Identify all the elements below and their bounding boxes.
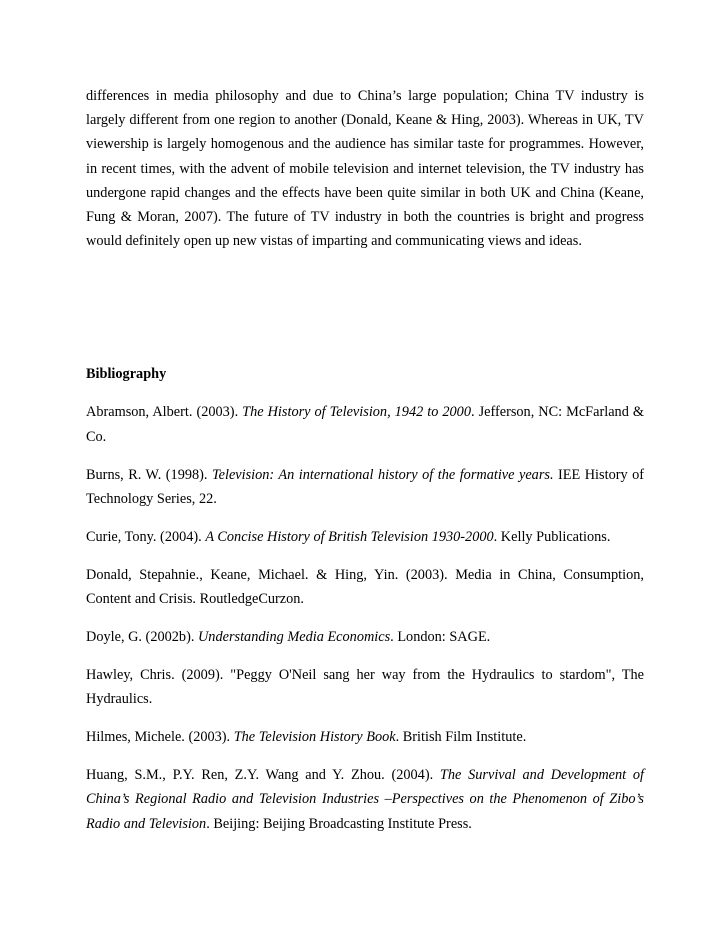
body-paragraph: differences in media philosophy and due to China’s large population; China TV industry is largely different from one region to another (Donald, Keane & Hing, 2003). Whereas in UK, TV viewership is largely homogenous and the audience has similar taste for programmes. However, in recent times, with the advent of mobile television and internet television, the TV industry has undergone rapid changes and the effects have been quite similar in both UK and China (Keane, Fung & Moran, 2007). The future of TV industry in both the countries is bright and progress would definitely open up new vistas of imparting and communicating views and ideas. <box>86 88 644 250</box>
section-gap <box>86 253 644 362</box>
bibliography-entry: Donald, Stepahnie., Keane, Michael. & Hing, Yin. (2003). Media in China, Consumption, Content and Crisis. RoutledgeCurzon. <box>86 566 644 608</box>
document-page <box>86 84 644 836</box>
bibliography-entry: Doyle, G. (2002b). Understanding Media Economics. London: SAGE. <box>86 629 491 646</box>
bibliography-entry: Abramson, Albert. (2003). The History of Television, 1942 to 2000. Jefferson, NC: McFarland & Co. <box>86 404 644 445</box>
bibliography-entry: Burns, R. W. (1998). Television: An international history of the formative years. IEE History of Technology Series, 22. <box>86 466 645 507</box>
bibliography-entry: Hawley, Chris. (2009). "Peggy O'Neil sang her way from the Hydraulics to stardom", The Hydraulics. <box>86 667 644 708</box>
bibliography-entry: Hilmes, Michele. (2003). The Television History Book. British Film Institute. <box>86 729 527 746</box>
bibliography-entry: Huang, S.M., P.Y. Ren, Z.Y. Wang and Y. Zhou. (2004). The Survival and Development of China’s Regional Radio and Television Industries –Perspectives on the Phenomenon of Zibo’s Radio and Television. Beijing: Beijing Broadcasting Institute Press. <box>86 767 645 832</box>
bibliography-entry: Curie, Tony. (2004). A Concise History of British Television 1930-2000. Kelly Publications. <box>86 528 611 545</box>
bibliography-heading: Bibliography <box>86 366 167 383</box>
